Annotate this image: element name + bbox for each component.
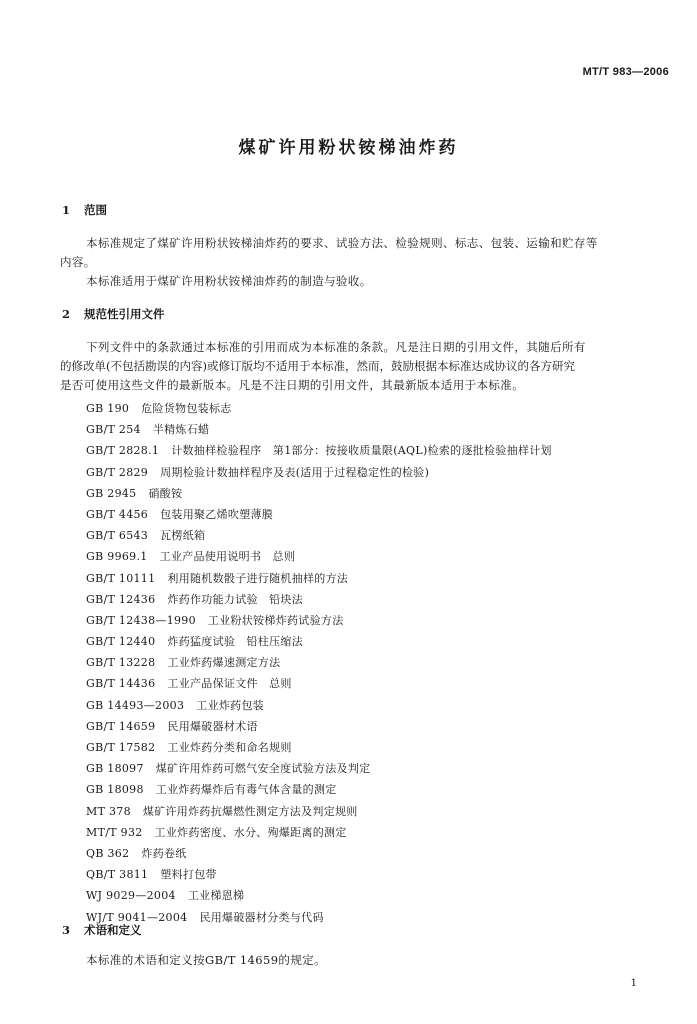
section-1-para-1-line-2: 内容。 — [60, 255, 96, 269]
reference-title: 利用随机数骰子进行随机抽样的方法 — [167, 571, 349, 585]
reference-code: WJ/T 9041—2004 — [86, 910, 188, 924]
reference-item — [86, 527, 552, 548]
section-3-heading — [62, 922, 142, 938]
reference-code: GB 190 — [86, 402, 130, 415]
section-2-intro-line-2: 的修改单(不包括勘误的内容)或修订版均不适用于本标准，然而，鼓励根据本标准达成协议的各方研究 — [60, 359, 575, 373]
reference-title: 工业梯恩梯 — [187, 889, 245, 903]
reference-title: 工业炸药包装 — [196, 698, 265, 712]
reference-title: 炸药卷纸 — [141, 846, 187, 860]
reference-code: GB/T 14659 — [86, 719, 156, 733]
reference-item — [86, 485, 552, 506]
reference-code: GB 2945 — [86, 486, 137, 500]
section-1-para-1-line-1: 本标准规定了煤矿许用粉状铵梯油炸药的要求、试验方法、检验规则、标志、包装、运输和贮存等 — [86, 236, 598, 250]
reference-item — [86, 718, 552, 739]
reference-title: 周期检验计数抽样程序及表(适用于过程稳定性的检验) — [160, 465, 430, 479]
reference-code: QB 362 — [86, 846, 130, 860]
reference-item — [86, 421, 552, 442]
reference-item — [86, 803, 552, 824]
reference-title: 炸药作功能力试验 铅块法 — [167, 592, 304, 606]
reference-item — [86, 909, 552, 930]
reference-item — [86, 887, 552, 908]
reference-title: 煤矿许用炸药可燃气安全度试验方法及判定 — [155, 762, 371, 776]
section-title: 范围 — [84, 203, 107, 217]
reference-title: 工业炸药爆速测定方法 — [167, 656, 281, 670]
reference-code: GB 18097 — [86, 762, 144, 776]
section-title: 规范性引用文件 — [84, 307, 165, 321]
reference-code: WJ 9029—2004 — [86, 889, 176, 903]
reference-item — [86, 675, 552, 696]
section-1-heading — [62, 202, 107, 218]
reference-item — [86, 697, 552, 718]
section-2-heading — [62, 306, 165, 322]
reference-code: GB 14493—2003 — [86, 698, 185, 712]
reference-item — [86, 654, 552, 675]
section-2-intro-line-1: 下列文件中的条款通过本标准的引用而成为本标准的条款。凡是注日期的引用文件，其随后所有 — [86, 340, 586, 354]
page-number: 1 — [630, 978, 637, 989]
normative-references-list — [86, 400, 552, 930]
reference-code: GB/T 12438—1990 — [86, 613, 196, 627]
document-title: 煤矿许用粉状铵梯油炸药 — [238, 138, 459, 158]
reference-title: 危险货物包装标志 — [141, 402, 232, 415]
section-number: 2 — [62, 307, 71, 321]
reference-title: 包装用聚乙烯吹塑薄膜 — [160, 507, 274, 521]
section-title: 术语和定义 — [84, 923, 142, 937]
reference-code: GB/T 17582 — [86, 741, 156, 754]
section-number: 1 — [62, 203, 71, 217]
reference-title: 工业炸药爆炸后有毒气体含量的测定 — [155, 783, 337, 797]
section-1-para-2: 本标准适用于煤矿许用粉状铵梯油炸药的制造与验收。 — [86, 274, 372, 288]
reference-title: 煤矿许用炸药抗爆燃性测定方法及判定规则 — [142, 804, 358, 818]
reference-code: GB/T 2829 — [86, 465, 149, 479]
reference-title: 塑料打包带 — [160, 868, 217, 882]
reference-title: 计数抽样检验程序 第1部分：按接收质量限(AQL)检索的逐批检验抽样计划 — [171, 444, 552, 458]
reference-item — [86, 400, 552, 421]
reference-item — [86, 633, 552, 654]
reference-item — [86, 442, 552, 463]
reference-item — [86, 781, 552, 802]
reference-item — [86, 570, 552, 591]
section-2-intro-line-3: 是否可使用这些文件的最新版本。凡是不注日期的引用文件，其最新版本适用于本标准。 — [60, 378, 525, 392]
reference-code: MT/T 932 — [86, 825, 143, 839]
reference-code: GB/T 254 — [86, 423, 141, 437]
reference-item — [86, 824, 552, 845]
reference-title: 工业粉状铵梯炸药试验方法 — [207, 613, 344, 627]
reference-code: GB/T 10111 — [86, 571, 156, 585]
section-number: 3 — [62, 923, 71, 937]
reference-code: GB/T 14436 — [86, 677, 156, 691]
standard-number: MT/T 983—2006 — [582, 66, 669, 78]
reference-code: GB/T 13228 — [86, 656, 156, 670]
reference-title: 工业产品保证文件 总则 — [167, 677, 292, 691]
reference-title: 民用爆破器材术语 — [167, 719, 258, 733]
reference-title: 民用爆破器材分类与代码 — [199, 910, 324, 924]
section-3-para: 本标准的术语和定义按GB/T 14659的规定。 — [86, 953, 327, 967]
reference-item — [86, 845, 552, 866]
reference-item — [86, 612, 552, 633]
reference-code: MT 378 — [86, 804, 131, 818]
reference-code: GB 18098 — [86, 783, 144, 797]
reference-title: 工业产品使用说明书 总则 — [159, 550, 296, 564]
reference-item — [86, 464, 552, 485]
reference-title: 硝酸铵 — [148, 486, 183, 500]
reference-code: QB/T 3811 — [86, 868, 149, 882]
reference-item — [86, 591, 552, 612]
reference-title: 工业炸药分类和命名规则 — [167, 741, 292, 754]
reference-code: GB/T 12440 — [86, 635, 156, 649]
reference-title: 半精炼石蜡 — [152, 423, 210, 437]
reference-item — [86, 866, 552, 887]
reference-title: 炸药猛度试验 铅柱压缩法 — [167, 635, 304, 649]
reference-code: GB/T 2828.1 — [86, 444, 160, 458]
reference-title: 瓦楞纸箱 — [160, 529, 206, 543]
reference-code: GB 9969.1 — [86, 550, 148, 564]
reference-title: 工业炸药密度、水分、殉爆距离的测定 — [154, 825, 347, 839]
reference-item — [86, 506, 552, 527]
reference-item — [86, 739, 552, 760]
reference-code: GB/T 4456 — [86, 507, 149, 521]
reference-code: GB/T 12436 — [86, 592, 156, 606]
reference-code: GB/T 6543 — [86, 529, 149, 543]
reference-item — [86, 760, 552, 781]
reference-item — [86, 548, 552, 569]
